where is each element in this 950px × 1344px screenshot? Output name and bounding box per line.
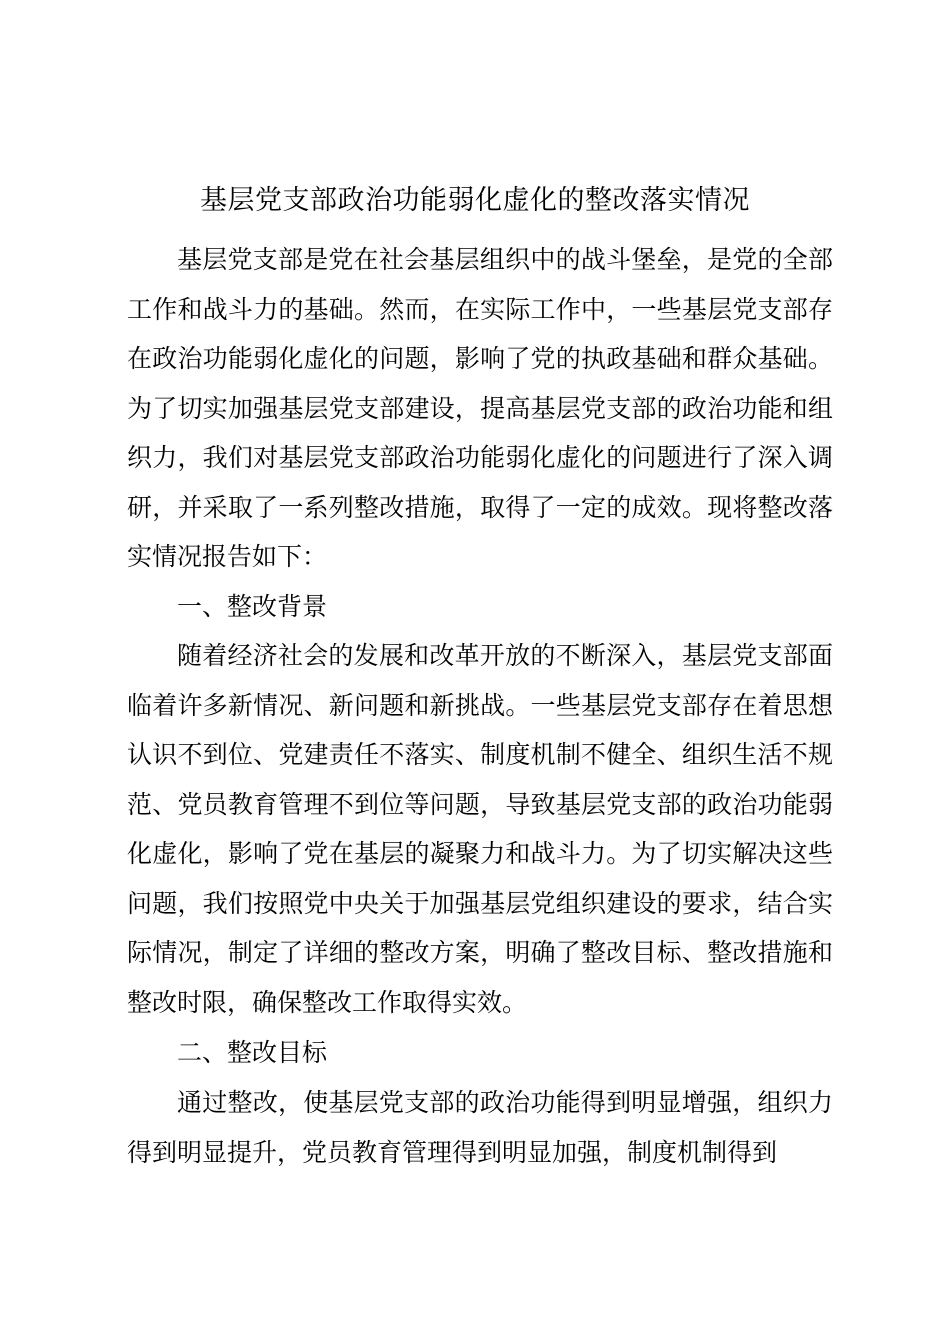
section-heading-goals: 二、整改目标 [177, 1038, 328, 1067]
intro-paragraph: 基层党支部是党在社会基层组织中的战斗堡垒，是党的全部工作和战斗力的基础。然而，在实际工作中，一些基层党支部存在政治功能弱化虚化的问题，影响了党的执政基础和群众基础。为了切实加强基层党支部建设，提高基层党支部的政治功能和组织力，我们对基层党支部政治功能弱化虚化的问题进行了深入调研，并采取了一系列整改措施，取得了一定的成效。现将整改落实情况报告如下： [127, 245, 833, 571]
document-title: 基层党支部政治功能弱化虚化的整改落实情况 [200, 185, 750, 216]
goals-paragraph: 通过整改，使基层党支部的政治功能得到明显增强，组织力得到明显提升，党员教育管理得到明显加强，制度机制得到 [127, 1088, 833, 1167]
section-heading-background: 一、整改背景 [177, 592, 328, 621]
background-paragraph: 随着经济社会的发展和改革开放的不断深入，基层党支部面临着许多新情况、新问题和新挑战。一些基层党支部存在着思想认识不到位、党建责任不落实、制度机制不健全、组织生活不规范、党员教育管理不到位等问题，导致基层党支部的政治功能弱化虚化，影响了党在基层的凝聚力和战斗力。为了切实解决这些问题，我们按照党中央关于加强基层党组织建设的要求，结合实际情况，制定了详细的整改方案，明确了整改目标、整改措施和整改时限，确保整改工作取得实效。 [127, 641, 833, 1017]
